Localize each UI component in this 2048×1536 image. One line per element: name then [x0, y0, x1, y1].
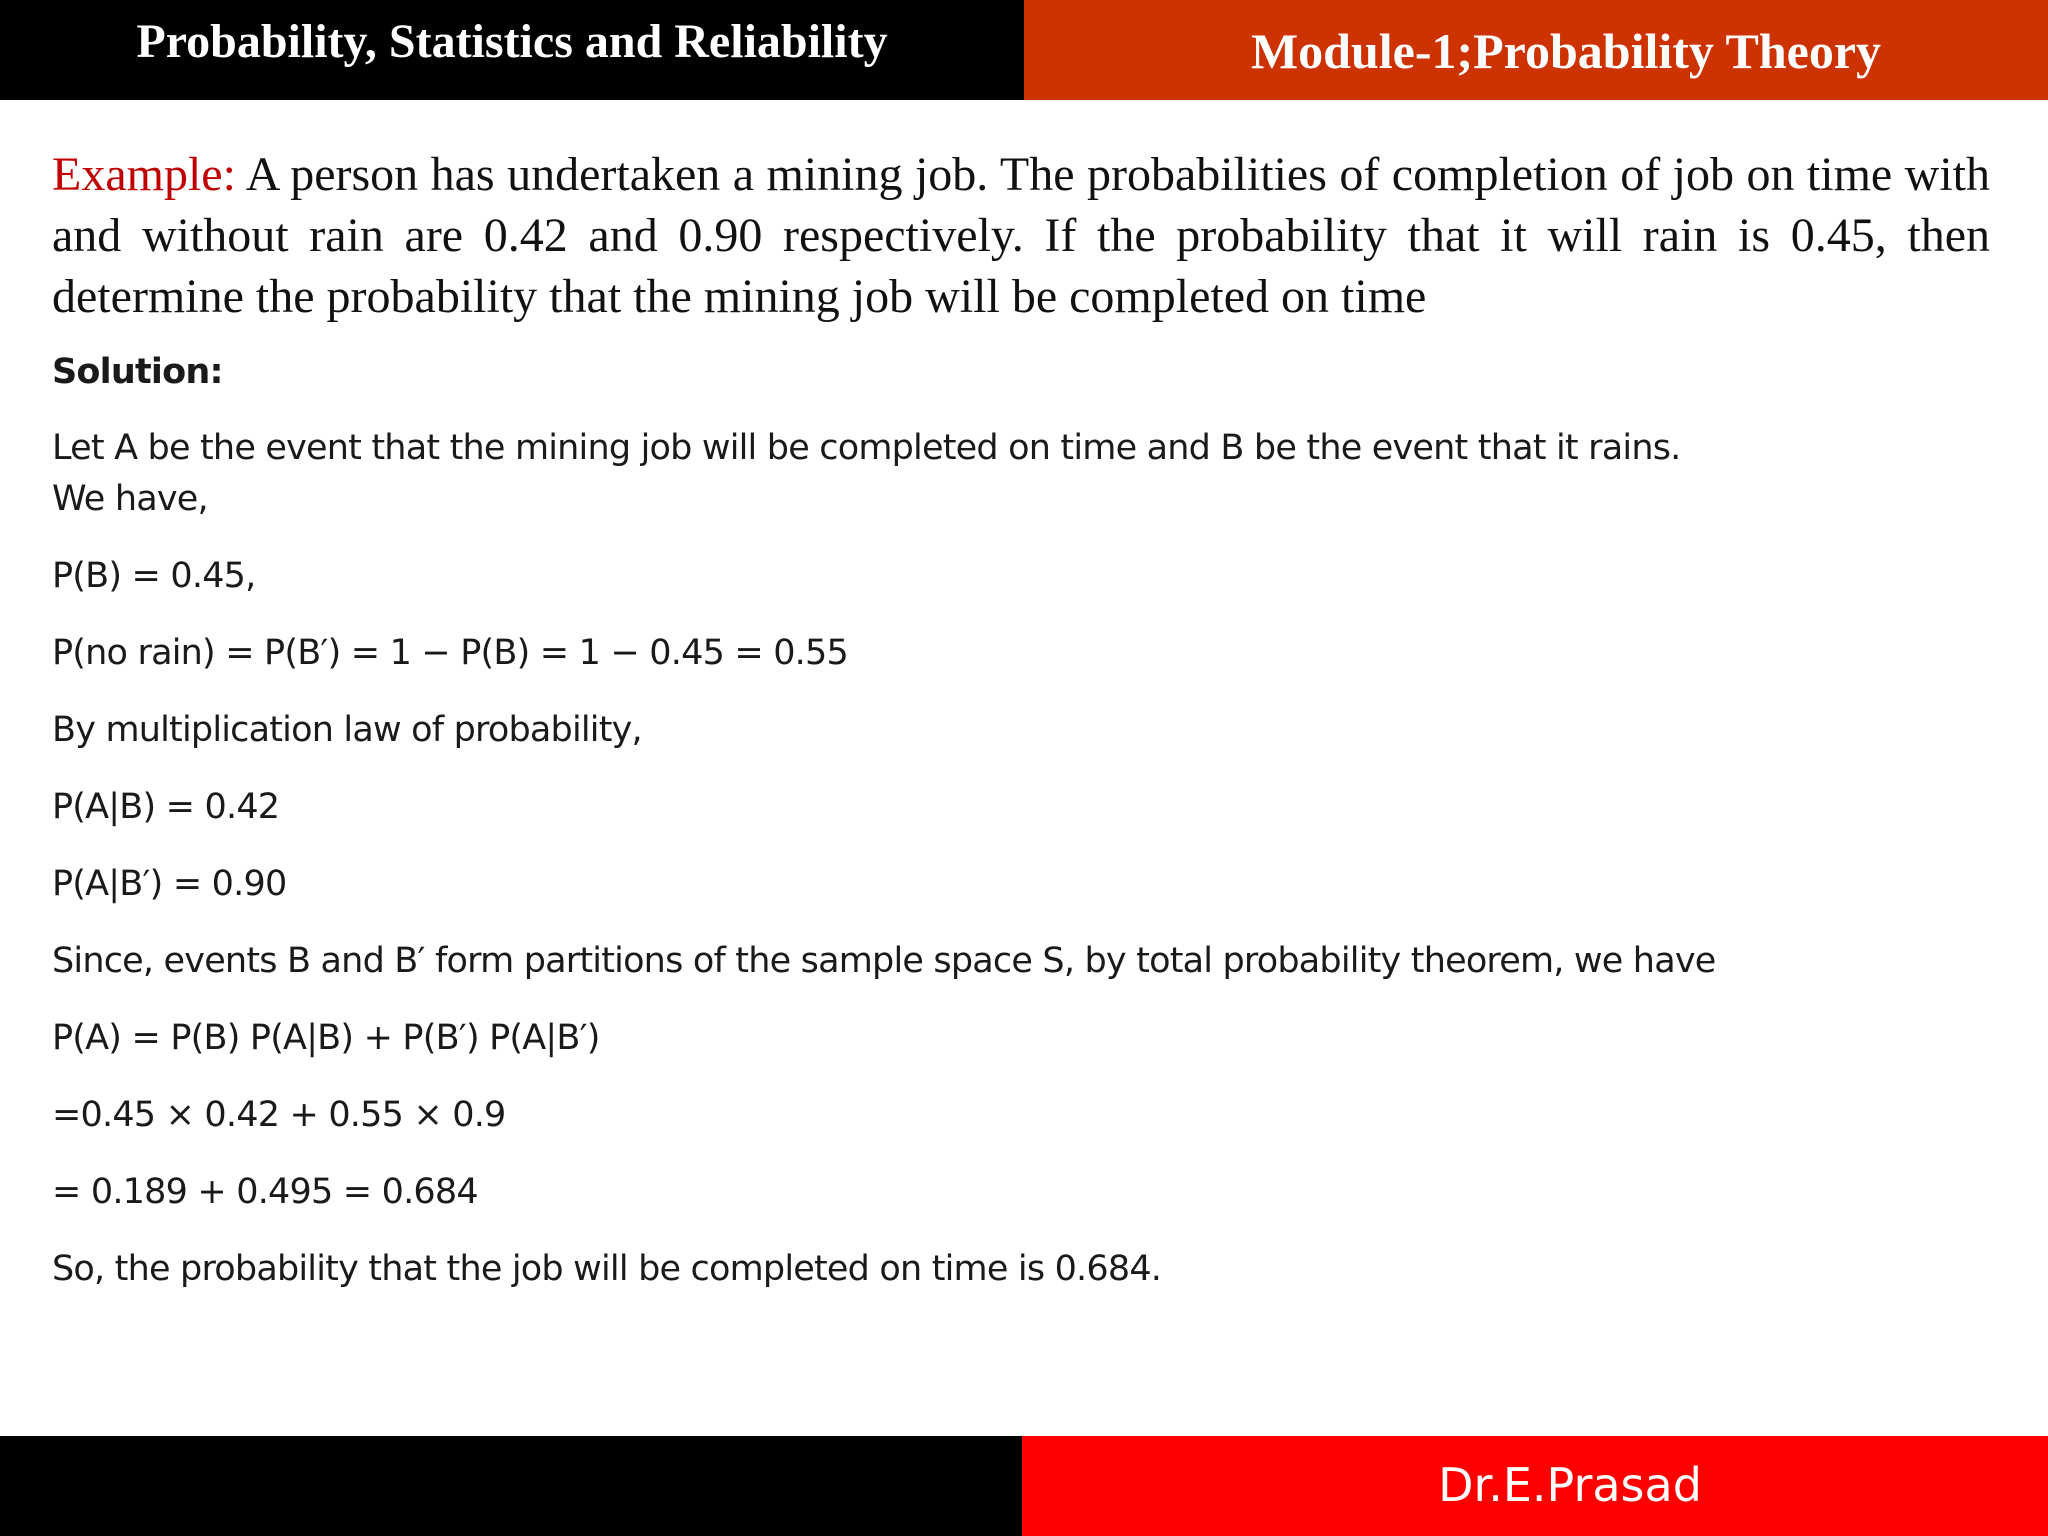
- solution-line: P(A) = P(B) P(A|B) + P(B′) P(A|B′): [52, 1018, 600, 1058]
- module-title: Module-1;Probability Theory: [1024, 0, 2048, 100]
- solution-line: So, the probability that the job will be completed on time is 0.684.: [52, 1249, 1162, 1289]
- solution-line: P(A|B) = 0.42: [52, 787, 280, 827]
- solution-line: P(no rain) = P(B′) = 1 − P(B) = 1 − 0.45 = 0.55: [52, 633, 848, 673]
- solution-line: P(A|B′) = 0.90: [52, 864, 287, 904]
- footer-left-block: [0, 1436, 1022, 1536]
- solution-line: By multiplication law of probability,: [52, 710, 642, 750]
- solution-line: We have,: [52, 479, 208, 519]
- footer-bar: [0, 1436, 2048, 1536]
- solution-line: =0.45 × 0.42 + 0.55 × 0.9: [52, 1095, 506, 1135]
- solution-line: Let A be the event that the mining job will be completed on time and B be the event that it rains.: [52, 428, 1681, 468]
- author-name: Dr.E.Prasad: [1022, 1436, 2048, 1536]
- solution-line: = 0.189 + 0.495 = 0.684: [52, 1172, 478, 1212]
- example-label: Example:: [52, 148, 236, 201]
- problem-statement: [52, 144, 1990, 327]
- solution-line: Since, events B and B′ form partitions of the sample space S, by total probability theorem, we have: [52, 941, 1716, 981]
- solution-heading: Solution:: [52, 352, 223, 392]
- header-bar: [0, 0, 2048, 100]
- solution-line: P(B) = 0.45,: [52, 556, 256, 596]
- course-title: Probability, Statistics and Reliability: [0, 0, 1024, 100]
- problem-text: A person has undertaken a mining job. The probabilities of completion of job on time with and without rain are 0.42 and 0.90 respectively. If the probability that it will rain is 0.45, then determine the probability that the mining job will be completed on time: [52, 148, 1990, 323]
